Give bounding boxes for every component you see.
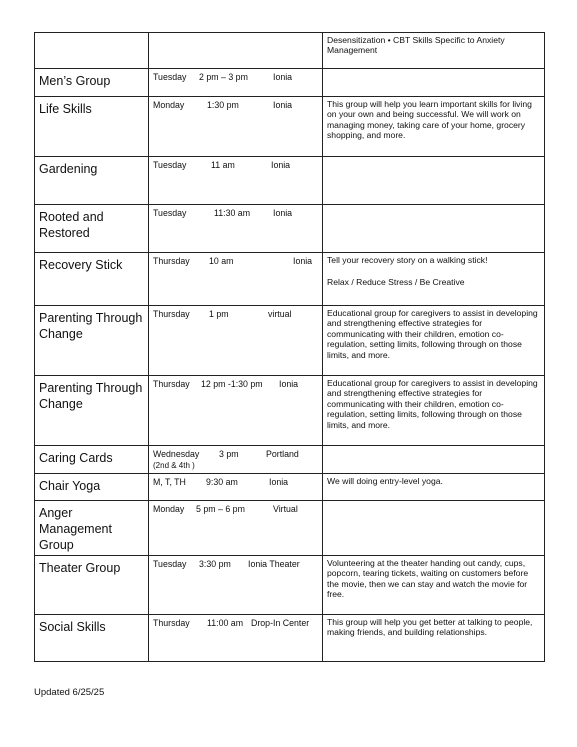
day-text: M, T, TH <box>153 477 186 487</box>
location-text: Ionia <box>273 100 293 110</box>
table-row <box>35 306 545 376</box>
time-text: 11:00 am <box>207 618 244 628</box>
group-name: Anger Management Group <box>35 501 149 556</box>
description-text: This group will help you get better at talking to people, making friends, and building relationships. <box>327 617 533 638</box>
description-cell <box>323 205 545 253</box>
schedule-cell <box>149 556 323 615</box>
time-text: 11:30 am <box>214 208 251 218</box>
description-cell <box>323 446 545 474</box>
location-text: Ionia <box>293 256 313 266</box>
time-text: 12 pm -1:30 pm <box>201 379 263 389</box>
time-text: 1 pm <box>209 309 229 319</box>
description-cell <box>323 615 545 662</box>
schedule-cell <box>149 376 323 446</box>
description-cell <box>323 376 545 446</box>
description-cell <box>323 253 545 306</box>
schedule-cell <box>149 501 323 556</box>
day-text: Tuesday <box>153 559 187 569</box>
table-row <box>35 69 545 97</box>
location-text: Ionia <box>273 72 293 82</box>
group-name: Rooted and Restored <box>35 205 149 253</box>
group-schedule-table <box>34 32 545 662</box>
description-cell <box>323 157 545 205</box>
description-cell <box>323 556 545 615</box>
description-text: Desensitization • CBT Skills Specific to Anxiety Management <box>327 35 505 56</box>
updated-date: Updated 6/25/25 <box>34 687 105 698</box>
location-text: Ionia <box>269 477 289 487</box>
description-text: Educational group for caregivers to assist in developing and strengthening effective strategies for communicating with their children, emotion co-regulation, setting limits, following through on those limits, and more. <box>327 378 538 430</box>
time-text: 10 am <box>209 256 234 266</box>
location-text: virtual <box>268 309 292 319</box>
day-text: Thursday <box>153 618 190 628</box>
table-row <box>35 615 545 662</box>
description-cell <box>323 69 545 97</box>
location-text: Ionia <box>271 160 291 170</box>
group-name: Life Skills <box>35 97 149 157</box>
schedule-cell <box>149 615 323 662</box>
location-text: Ionia <box>279 379 299 389</box>
group-name: Gardening <box>35 157 149 205</box>
day-note: (2nd & 4th ) <box>153 461 195 470</box>
day-text: Thursday <box>153 379 190 389</box>
description-text: Relax / Reduce Stress / Be Creative <box>327 277 465 288</box>
description-cell <box>323 501 545 556</box>
group-name: Parenting Through Change <box>35 376 149 446</box>
day-text: Tuesday <box>153 208 187 218</box>
description-text: Educational group for caregivers to assist in developing and strengthening effective strategies for communicating with their children, emotion co-regulation, setting limits, following through on those limits, and more. <box>327 308 538 360</box>
description-text: This group will help you learn important skills for living on your own and being successful. We will work on managing money, taking care of your home, grocery shopping, and more. <box>327 99 532 141</box>
group-name <box>35 33 149 69</box>
table-row <box>35 556 545 615</box>
table-row <box>35 446 545 474</box>
time-text: 9:30 am <box>206 477 238 487</box>
day-text: Monday <box>153 100 185 110</box>
day-text: Thursday <box>153 309 190 319</box>
time-text: 11 am <box>211 160 235 170</box>
table-row <box>35 205 545 253</box>
schedule-cell <box>149 474 323 501</box>
table-row <box>35 474 545 501</box>
day-text: Tuesday <box>153 160 187 170</box>
day-text: Thursday <box>153 256 190 266</box>
time-text: 3:30 pm <box>199 559 231 569</box>
table-row <box>35 253 545 306</box>
day-text: Monday <box>153 504 185 514</box>
description-text: Tell your recovery story on a walking stick! <box>327 255 488 265</box>
schedule-cell <box>149 69 323 97</box>
table-row <box>35 501 545 556</box>
description-text: Volunteering at the theater handing out candy, cups, popcorn, tearing tickets, waiting on customers before the movie, then we can stay and watch the movie for free. <box>327 558 529 600</box>
table-row <box>35 33 545 69</box>
schedule-cell <box>149 157 323 205</box>
location-text: Ionia Theater <box>248 559 300 569</box>
description-cell <box>323 306 545 376</box>
group-name: Chair Yoga <box>35 474 149 501</box>
location-text: Ionia <box>273 208 293 218</box>
table-row <box>35 376 545 446</box>
time-text: 2 pm – 3 pm <box>199 72 248 82</box>
day-text: Wednesday <box>153 449 200 459</box>
schedule-cell <box>149 33 323 69</box>
schedule-cell <box>149 446 323 474</box>
time-text: 1:30 pm <box>207 100 239 110</box>
group-name: Men’s Group <box>35 69 149 97</box>
location-text: Portland <box>266 449 299 459</box>
group-name: Recovery Stick <box>35 253 149 306</box>
schedule-cell <box>149 306 323 376</box>
day-text: Tuesday <box>153 72 187 82</box>
location-text: Drop-In Center <box>251 618 310 628</box>
schedule-cell <box>149 97 323 157</box>
schedule-cell <box>149 253 323 306</box>
description-cell <box>323 97 545 157</box>
group-name: Social Skills <box>35 615 149 662</box>
table-row <box>35 97 545 157</box>
time-text: 3 pm <box>219 449 239 459</box>
group-name: Theater Group <box>35 556 149 615</box>
description-cell <box>323 474 545 501</box>
table-row <box>35 157 545 205</box>
time-text: 5 pm – 6 pm <box>196 504 245 514</box>
group-name: Parenting Through Change <box>35 306 149 376</box>
schedule-cell <box>149 205 323 253</box>
description-cell <box>323 33 545 69</box>
location-text: Virtual <box>273 504 298 514</box>
description-text: We will doing entry-level yoga. <box>327 476 443 486</box>
group-name: Caring Cards <box>35 446 149 474</box>
